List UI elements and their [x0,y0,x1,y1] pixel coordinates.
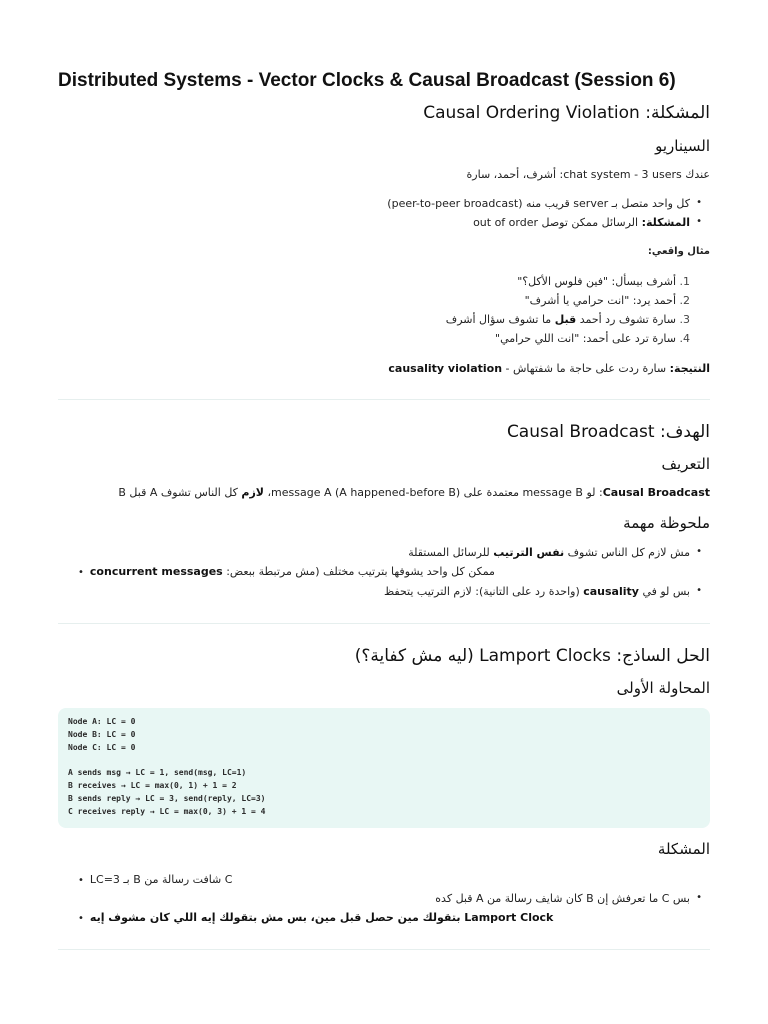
definition-bold: لازم [241,486,264,499]
list-item [58,275,690,288]
list-item-text: كل واحد متصل بـ server قريب منه (peer-to-peer broadcast) [387,197,690,210]
list-item [58,216,702,229]
list-item [58,585,702,598]
code-line: A sends msg → LC = 1, send(msg, LC=1) [68,768,247,778]
list-item [78,911,710,924]
result-text: سارة ردت على حاجة ما شفتهاش - [502,362,670,375]
note-heading: ملحوظة مهمة [623,514,710,532]
list-item-text: الرسائل ممكن توصل out of order [473,216,642,229]
list-item-text: أشرف بيسأل: "فين فلوس الأكل؟" [517,275,676,288]
code-line [68,754,700,767]
section-divider [58,399,710,400]
list-item-bold: causality [583,585,639,598]
list-item-bold: نفس الترتيب [493,546,565,559]
list-item [58,294,690,307]
bullet-icon: • [696,892,702,903]
list-item-bold: Lamport Clock بتقولك مين حصل قبل مين، بس مش بتقولك إيه اللي كان مشوف إيه [89,911,554,924]
list-item-text: ما تشوف سؤال أشرف [445,313,555,326]
list-item [78,565,690,578]
list-item [58,546,702,559]
list-item-text: (واحدة رد على التانية): لازم الترتيب يتحفظ [383,585,584,598]
attempt-heading: المحاولة الأولى [616,679,710,697]
section3-heading: الحل الساذج: Lamport Clocks (ليه مش كفاية؟) [354,646,710,666]
definition-text [58,486,710,499]
list-item-text: سارة ترد على أحمد: "انت اللي حرامي" [495,332,676,345]
list-item-bold: concurrent messages [89,565,223,578]
list-item-text: أحمد يرد: "انت حرامي يا أشرف" [524,294,676,307]
bullet-icon: • [78,913,84,924]
section-divider [58,949,710,950]
list-item-text: ممكن كل واحد يشوفها بترتيب مختلف (مش مرتبطة ببعض: [226,565,495,578]
code-line: B receives → LC = max(0, 1) + 1 = 2 [68,780,237,790]
list-item-text: C شافت رسالة من B بـ LC=3 [89,873,233,886]
code-line: Node C: LC = 0 [68,742,136,752]
list-item-text: بس C ما تعرفش إن B كان شايف رسالة من A قبل كده [435,892,690,905]
list-item-bold: المشكلة: [641,216,690,229]
bullet-icon: • [696,546,702,557]
bullet-icon: • [78,875,84,886]
scenario-heading: السيناريو [655,137,710,155]
bullet-icon: • [696,216,702,227]
page-title: Distributed Systems - Vector Clocks & Causal Broadcast (Session 6) [58,70,676,91]
item-number: 4. [679,332,690,345]
example-label: مثال واقعي: [647,246,710,257]
section-divider [58,623,710,624]
list-item-text: مش لازم كل الناس تشوف [564,546,690,559]
code-line: C receives reply → LC = max(0, 3) + 1 = 4 [68,806,266,816]
problem-heading: المشكلة [657,840,710,858]
code-line: Node B: LC = 0 [68,729,136,739]
code-line: B sends reply → LC = 3, send(reply, LC=3) [68,793,266,803]
list-item-text: سارة تشوف رد أحمد [576,313,676,326]
definition-label: Causal Broadcast [602,486,710,499]
definition-body: : لو message B معتمدة على message A (A happened-before B)، [264,486,603,499]
list-item [58,332,690,345]
section2-heading: الهدف: Causal Broadcast [506,422,710,442]
scenario-intro: عندك chat system - 3 users: أشرف، أحمد، سارة [466,168,710,181]
list-item-text: للرسائل المستقلة [408,546,494,559]
list-item [78,873,710,886]
item-number: 2. [679,294,690,307]
definition-heading: التعريف [661,455,710,473]
definition-body: كل الناس تشوف A قبل B [118,486,242,499]
result-label: النتيجة: [669,362,710,375]
list-item [58,313,690,326]
list-item-text: بس لو في [638,585,690,598]
list-item [58,197,702,210]
bullet-icon: • [78,567,84,578]
item-number: 1. [679,275,690,288]
section1-heading: المشكلة: Causal Ordering Violation [423,103,710,123]
code-line: Node A: LC = 0 [68,717,136,726]
result-tail: causality violation [388,362,503,375]
bullet-icon: • [696,197,702,208]
code-block [58,708,710,828]
list-item-bold: قبل [554,313,577,326]
bullet-icon: • [696,585,702,596]
item-number: 3. [679,313,690,326]
result-line [58,362,710,375]
list-item [58,892,702,905]
